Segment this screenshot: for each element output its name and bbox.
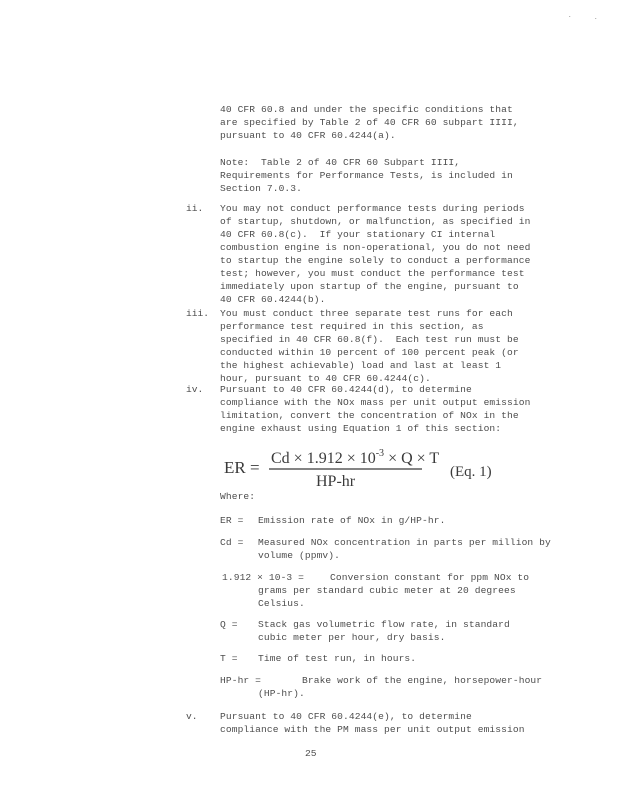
text-line: Pursuant to 40 CFR 60.4244(d), to determine [220,384,472,395]
definition-term: T = [220,653,238,664]
text-line: Stack gas volumetric flow rate, in standard [258,619,510,630]
text-line: Pursuant to 40 CFR 60.4244(e), to determine [220,711,472,722]
where-label: Where: [220,491,256,502]
corner-mark: . [594,14,598,21]
item-marker: iv. [186,384,204,395]
text-line: hour, pursuant to 40 CFR 60.4244(c). [220,373,431,384]
text-line: are specified by Table 2 of 40 CFR 60 subpart IIII, [220,117,519,128]
text-line: compliance with the NOx mass per unit output emission [220,397,531,408]
text-line: Section 7.0.3. [220,183,303,194]
text-line: Celsius. [258,598,305,609]
equation-1 [224,446,514,494]
text-line: Time of test run, in hours. [258,653,417,664]
text-line: immediately upon startup of the engine, pursuant to [220,281,519,292]
text-line: engine exhaust using Equation 1 of this section: [220,423,502,434]
text-line: Note: Table 2 of 40 CFR 60 Subpart IIII, [220,157,461,168]
text-line: 40 CFR 60.8(c). If your stationary CI internal [220,229,496,240]
text-line: compliance with the PM mass per unit output emission [220,724,525,735]
text-line: of startup, shutdown, or malfunction, as specified in [220,216,531,227]
text-line: Requirements for Performance Tests, is included in [220,170,513,181]
text-line: You may not conduct performance tests during periods [220,203,525,214]
text-line: grams per standard cubic meter at 20 degrees [258,585,516,596]
text-line: pursuant to 40 CFR 60.4244(a). [220,130,396,141]
text-line: limitation, convert the concentration of NOx in the [220,410,519,421]
text-line: the highest achievable) load and last at least 1 [220,360,502,371]
equation-denominator: HP-hr [316,473,356,490]
text-line: cubic meter per hour, dry basis. [258,632,446,643]
text-line: Emission rate of NOx in g/HP-hr. [258,515,446,526]
text-line: combustion engine is non-operational, you do not need [220,242,531,253]
text-line: specified in 40 CFR 60.8(f). Each test run must be [220,334,519,345]
item-marker: ii. [186,203,204,214]
text-line: performance test required in this section, as [220,321,484,332]
text-line: conducted within 10 percent of 100 percent peak (or [220,347,519,358]
text-line: You must conduct three separate test runs for each [220,308,513,319]
definition-term: HP-hr = [220,675,262,686]
text-line: to startup the engine solely to conduct a performance [220,255,531,266]
item-marker: iii. [186,308,210,319]
item-marker: v. [186,711,198,722]
text-line: Measured NOx concentration in parts per million by [258,537,551,548]
corner-mark: . [568,12,572,19]
text-line: Brake work of the engine, horsepower-hour [302,675,543,686]
equation-numerator: $Cd \times 1.912 \times 10^{-3} \times Q \times T$ [271,448,440,467]
text-line: Conversion constant for ppm NOx to [330,572,530,583]
text-line: 40 CFR 60.4244(b). [220,294,326,305]
definition-term: ER = [220,515,244,526]
text-line: volume (ppmv). [258,550,341,561]
equation-label: (Eq. 1) [450,464,492,480]
text-line: 40 CFR 60.8 and under the specific conditions that [220,104,513,115]
text-line: test; however, you must conduct the performance test [220,268,525,279]
definition-term: Q = [220,619,238,630]
text-line: (HP-hr). [258,688,305,699]
page-number: 25 [305,748,317,759]
definition-term: 1.912 × 10-3 = [222,572,305,583]
definition-term: Cd = [220,537,244,548]
equation-lhs: ER = [224,458,260,477]
